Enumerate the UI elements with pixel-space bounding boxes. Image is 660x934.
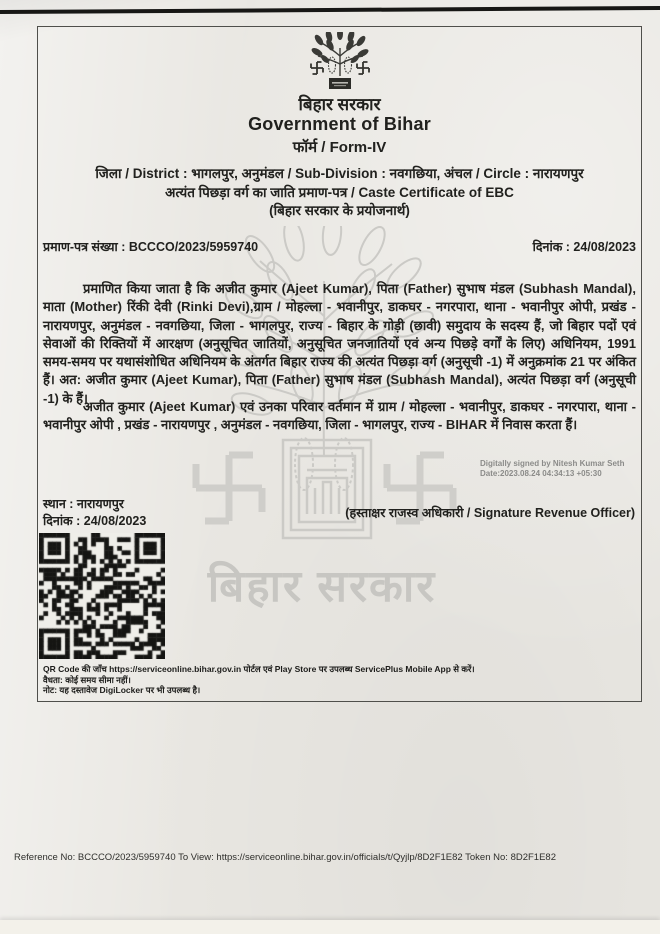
- district-line: जिला / District : भागलपुर, अनुमंडल / Sub-Division : नवगछिया, अंचल / Circle : नारायणपुर: [95, 166, 584, 181]
- title-hindi: बिहार सरकार: [298, 95, 381, 114]
- qr-instruction-line2: वैधता: कोई समय सीमा नहीं।: [43, 674, 131, 685]
- reference-footer: Reference No: BCCCO/2023/5959740 To View: https://serviceonline.bihar.gov.in/officials/t/Qyjlp/8D2F1E82 Token No: 8D2F1E82: [14, 852, 556, 863]
- digital-signature-note: [480, 459, 624, 479]
- digital-signature-line1: Digitally signed by Nitesh Kumar Seth: [480, 459, 625, 468]
- digital-signature-line2: Date:2023.08.24 04:34:13 +05:30: [480, 469, 602, 478]
- signature-officer-label: (हस्ताक्षर राजस्व अधिकारी / Signature Revenue Officer): [345, 506, 635, 520]
- form-title: फॉर्म / Form-IV: [292, 139, 387, 156]
- issue-date: दिनांक : 24/08/2023: [532, 240, 636, 254]
- certificate-meta-row: [43, 238, 636, 255]
- place-line: स्थान : नारायणपुर: [43, 497, 124, 511]
- scan-artifact-top-line: [0, 6, 660, 14]
- watermark-text: बिहार सरकार: [207, 562, 437, 611]
- purpose-line: (बिहार सरकार के प्रयोजनार्थ): [269, 203, 410, 218]
- qr-instruction-line3: नोट: यह दस्तावेज DigiLocker पर भी उपलब्ध है।: [43, 685, 201, 695]
- certificate-box: [37, 26, 642, 702]
- certificate-number: प्रमाण-पत्र संख्या : BCCCO/2023/5959740: [43, 240, 259, 254]
- body-paragraph-1: प्रमाणित किया जाता है कि अजीत कुमार (Ajeet Kumar), पिता (Father) सुभाष मंडल (Subhash Mandal), माता (Mother) रिंकी देवी (Rinki Devi),ग्राम / मोहल्ला - भवानीपुर, डाकघर - नगरपारा, थाना - भवानीपुर ओपी, प्रखंड - नारायणपुर, अनुमंडल - नवगछिया, जिला - भागलपुर, राज्य - बिहार के गोड़ी (छावी) समुदाय के सदस्य हैं, जो बिहार पदों एवं सेवाओं की रिक्तियों में आरक्षण (अनुसूचित जातियों, अनुसूचित जनजातियों एवं अन्य पिछड़े वर्गों के लिए) अधिनियम, 1991 समय-समय पर यथासंशोधित अधिनियम के अंतर्गत बिहार राज्य की अत्यंत पिछड़ा वर्ग (अनुसूची -1) में अनुक्रमांक 21 पर अंकित हैं। अत: अजीत कुमार (Ajeet Kumar), पिता (Father) सुभाष मंडल (Subhash Mandal), अत्यंत पिछड़ा वर्ग (अनुसूची -1) के हैं।: [43, 281, 636, 406]
- certificate-title: अत्यंत पिछड़ा वर्ग का जाति प्रमाण-पत्र / Caste Certificate of EBC: [165, 185, 514, 200]
- state-emblem-icon: [305, 32, 375, 94]
- body-paragraph-2: अजीत कुमार (Ajeet Kumar) एवं उनका परिवार वर्तमान में ग्राम / मोहल्ला - भवानीपुर, डाकघर - नगरपारा, थाना - भवानीपुर ओपी , प्रखंड - नारायणपुर , अनुमंडल - नवगछिया, जिला - भागलपुर, राज्य - BIHAR में निवास करता हैं।: [43, 399, 636, 433]
- qr-code: [39, 533, 165, 659]
- qr-instruction-line1: QR Code की जाँच https://serviceonline.bihar.gov.in पोर्टल एवं Play Store पर उपलब्ध ServicePlus Mobile App से करें।: [43, 664, 475, 674]
- date-line: दिनांक : 24/08/2023: [43, 514, 147, 528]
- scan-artifact-bottom-strip: [0, 920, 660, 934]
- qr-instructions: [43, 664, 475, 696]
- title-english: Government of Bihar: [248, 114, 431, 134]
